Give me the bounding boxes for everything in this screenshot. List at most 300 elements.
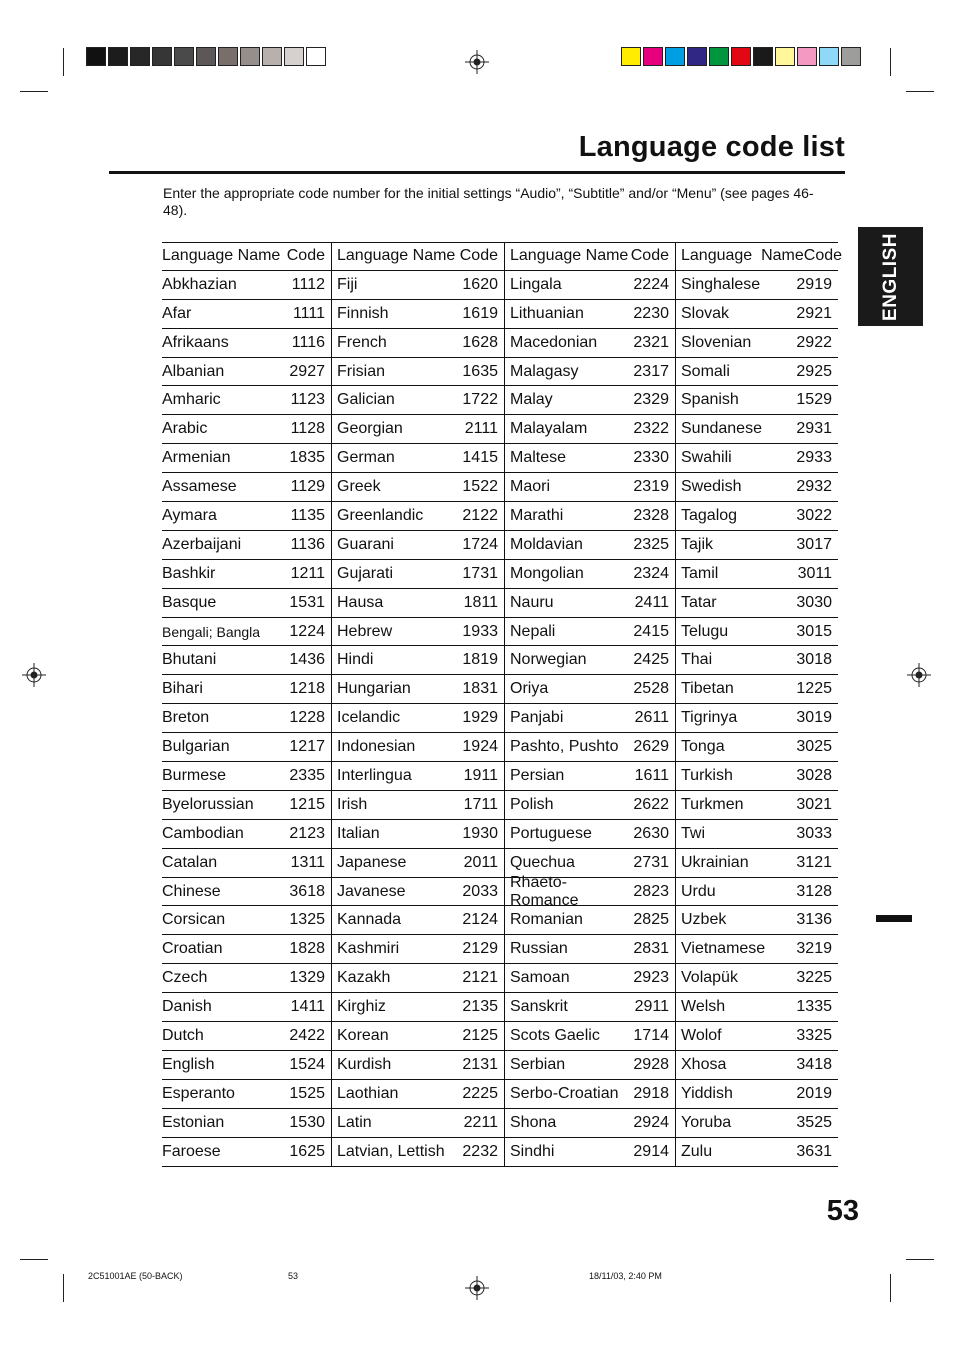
table-row — [162, 675, 331, 704]
table-row — [676, 878, 838, 907]
table-row — [162, 444, 331, 473]
color-swatch — [621, 47, 641, 66]
language-name: Wolof — [681, 1026, 722, 1044]
table-row — [505, 646, 675, 675]
language-code: 1835 — [289, 449, 325, 467]
gray-swatch — [174, 47, 194, 66]
registration-mark-icon — [907, 663, 931, 687]
language-code: 3033 — [796, 824, 832, 842]
language-code: 2328 — [633, 506, 669, 524]
table-row — [162, 473, 331, 502]
language-name: Kirghiz — [337, 998, 386, 1016]
table-row — [505, 444, 675, 473]
table-row — [505, 415, 675, 444]
language-code: 2317 — [633, 362, 669, 380]
color-swatch — [687, 47, 707, 66]
language-code: 2319 — [633, 478, 669, 496]
language-name: Swahili — [681, 449, 732, 467]
language-name: Estonian — [162, 1113, 225, 1131]
language-code: 2921 — [796, 304, 832, 322]
language-name: Romanian — [510, 911, 583, 929]
footer-job-id: 2C51001AE (50-BACK) — [88, 1271, 183, 1281]
language-name: Chinese — [162, 882, 221, 900]
footer-page: 53 — [288, 1271, 299, 1281]
language-code: 1225 — [796, 680, 832, 698]
language-name: Greek — [337, 478, 381, 496]
language-name: Kurdish — [337, 1055, 392, 1073]
table-row — [332, 329, 504, 358]
crop-mark — [890, 1274, 891, 1302]
language-name: Assamese — [162, 478, 237, 496]
language-code: 2415 — [633, 622, 669, 640]
language-code: 1415 — [462, 449, 498, 467]
language-name: Latvian, Lettish — [337, 1142, 445, 1160]
table-row — [332, 704, 504, 733]
language-name: Cambodian — [162, 824, 244, 842]
table-row — [505, 589, 675, 618]
language-name: Moldavian — [510, 535, 583, 553]
table-row — [162, 1109, 331, 1138]
table-row — [505, 791, 675, 820]
table-row — [676, 618, 838, 647]
table-row — [332, 1080, 504, 1109]
language-code: 2914 — [633, 1142, 669, 1160]
language-code: 2825 — [633, 911, 669, 929]
language-name: Lithuanian — [510, 304, 584, 322]
table-row — [676, 560, 838, 589]
language-name: Latin — [337, 1113, 372, 1131]
table-row — [162, 906, 331, 935]
language-code: 2330 — [633, 449, 669, 467]
language-code: 1819 — [462, 651, 498, 669]
language-name: Turkish — [681, 766, 733, 784]
language-name: Malagasy — [510, 362, 579, 380]
language-code: 2131 — [462, 1055, 498, 1073]
language-code: 3219 — [796, 940, 832, 958]
table-row — [332, 733, 504, 762]
gray-swatch — [262, 47, 282, 66]
language-code: 3128 — [796, 882, 832, 900]
table-row — [505, 704, 675, 733]
language-name: Bhutani — [162, 651, 217, 669]
table-column — [675, 242, 843, 1167]
language-code: 2630 — [633, 824, 669, 842]
language-code: 2918 — [633, 1084, 669, 1102]
language-name: Tamil — [681, 564, 719, 582]
language-code: 1112 — [291, 275, 325, 293]
table-row — [162, 1022, 331, 1051]
language-code: 3017 — [796, 535, 832, 553]
table-row — [505, 1080, 675, 1109]
language-name: Rhaeto-Romance — [510, 873, 579, 909]
language-code: 1217 — [289, 738, 325, 756]
language-code: 1218 — [289, 680, 325, 698]
language-code: 3018 — [796, 651, 832, 669]
language-code: 1529 — [796, 391, 832, 409]
language-code: 1525 — [289, 1084, 325, 1102]
language-name: Aymara — [162, 506, 217, 524]
language-name: Sindhi — [510, 1142, 555, 1160]
gray-swatch — [196, 47, 216, 66]
language-code: 2111 — [464, 420, 498, 438]
language-code: 1524 — [289, 1055, 325, 1073]
section-tab-label: ENGLISH — [879, 232, 901, 321]
table-row — [505, 964, 675, 993]
language-name: Welsh — [681, 998, 726, 1016]
language-code: 2731 — [633, 853, 669, 871]
language-name: Shona — [510, 1113, 557, 1131]
language-name: Croatian — [162, 940, 223, 958]
table-row — [676, 1022, 838, 1051]
language-name: Mongolian — [510, 564, 584, 582]
language-code: 1911 — [463, 766, 498, 784]
title-rule — [109, 171, 845, 174]
table-row — [162, 1080, 331, 1109]
language-name: Oriya — [510, 680, 549, 698]
table-row — [332, 762, 504, 791]
table-row — [332, 386, 504, 415]
gray-swatch — [306, 47, 326, 66]
language-code: 1211 — [290, 564, 325, 582]
header-language-name: Language Name — [337, 247, 456, 265]
table-row — [505, 873, 675, 909]
language-code: 3136 — [796, 911, 832, 929]
language-name: Somali — [681, 362, 730, 380]
language-code: 2121 — [462, 969, 498, 987]
language-name: Irish — [337, 795, 368, 813]
language-code: 2528 — [633, 680, 669, 698]
language-name: Japanese — [337, 853, 407, 871]
language-name: Greenlandic — [337, 506, 424, 524]
language-code: 1619 — [462, 304, 498, 322]
language-code: 2230 — [633, 304, 669, 322]
color-swatch — [841, 47, 861, 66]
language-name: Galician — [337, 391, 395, 409]
table-row — [332, 1022, 504, 1051]
language-name: Bengali; Bangla — [162, 623, 261, 640]
language-code: 2129 — [462, 940, 498, 958]
language-name: Hebrew — [337, 622, 393, 640]
language-name: Sanskrit — [510, 998, 568, 1016]
language-code: 1724 — [462, 535, 498, 553]
table-row — [162, 791, 331, 820]
language-code: 2923 — [633, 969, 669, 987]
registration-mark-icon — [465, 1276, 489, 1300]
header-language-name: Language Name — [510, 247, 629, 265]
table-row — [332, 878, 504, 907]
table-row — [162, 762, 331, 791]
language-name: Hungarian — [337, 680, 411, 698]
table-row — [676, 704, 838, 733]
language-name: Sundanese — [681, 420, 762, 438]
language-code: 1111 — [292, 304, 325, 322]
language-code: 2033 — [462, 882, 498, 900]
table-row — [505, 560, 675, 589]
language-name: Yiddish — [681, 1084, 733, 1102]
table-row — [162, 386, 331, 415]
table-row — [162, 964, 331, 993]
table-row — [162, 878, 331, 907]
language-name: Polish — [510, 795, 554, 813]
table-row — [162, 733, 331, 762]
language-name: Malayalam — [510, 420, 588, 438]
page-number: 53 — [826, 1195, 859, 1227]
header-language-name: Language Name — [162, 247, 281, 265]
language-code: 1224 — [289, 622, 325, 640]
language-name: Hindi — [337, 651, 374, 669]
table-row — [332, 358, 504, 387]
language-code: 1135 — [290, 506, 325, 524]
language-code: 1714 — [633, 1026, 669, 1044]
header-code: Code — [630, 247, 669, 265]
table-row — [505, 675, 675, 704]
language-code: 2924 — [633, 1113, 669, 1131]
footer-timestamp: 18/11/03, 2:40 PM — [589, 1271, 662, 1281]
table-row — [332, 271, 504, 300]
table-row — [332, 1138, 504, 1167]
language-name: Albanian — [162, 362, 225, 380]
language-name: Urdu — [681, 882, 716, 900]
table-row — [332, 906, 504, 935]
table-header-row — [332, 242, 504, 271]
language-code: 2823 — [633, 882, 669, 900]
language-name: Tigrinya — [681, 709, 738, 727]
table-row — [332, 935, 504, 964]
table-row — [332, 531, 504, 560]
section-tab — [858, 227, 923, 326]
table-row — [162, 820, 331, 849]
table-row — [505, 618, 675, 647]
table-row — [332, 849, 504, 878]
language-name: Vietnamese — [681, 940, 766, 958]
language-code: 1635 — [462, 362, 498, 380]
language-code: 2322 — [633, 420, 669, 438]
language-name: Interlingua — [337, 766, 412, 784]
language-code: 3011 — [797, 564, 832, 582]
language-code: 1311 — [290, 853, 325, 871]
language-code: 2928 — [633, 1055, 669, 1073]
language-name: Burmese — [162, 766, 227, 784]
table-row — [332, 646, 504, 675]
language-name: Persian — [510, 766, 565, 784]
language-name: Serbian — [510, 1055, 566, 1073]
table-column — [162, 242, 331, 1167]
language-name: Russian — [510, 940, 568, 958]
table-row — [676, 733, 838, 762]
registration-mark-icon — [465, 50, 489, 74]
table-row — [505, 993, 675, 1022]
language-name: Laothian — [337, 1084, 399, 1102]
language-name: Abkhazian — [162, 275, 237, 293]
table-row — [505, 906, 675, 935]
language-code: 2329 — [633, 391, 669, 409]
language-code: 2124 — [462, 911, 498, 929]
language-name: Georgian — [337, 420, 403, 438]
language-code: 1411 — [290, 998, 325, 1016]
color-swatch — [731, 47, 751, 66]
language-code: 3525 — [796, 1113, 832, 1131]
language-name: Basque — [162, 593, 217, 611]
language-name: Kazakh — [337, 969, 391, 987]
language-code: 1611 — [634, 766, 669, 784]
language-code: 1136 — [290, 535, 325, 553]
language-name: Thai — [681, 651, 713, 669]
language-code: 2232 — [462, 1142, 498, 1160]
table-row — [332, 300, 504, 329]
table-row — [676, 1138, 838, 1167]
color-swatch — [775, 47, 795, 66]
table-row — [676, 1080, 838, 1109]
language-code: 2931 — [796, 420, 832, 438]
language-name: Spanish — [681, 391, 739, 409]
language-code: 2425 — [633, 651, 669, 669]
table-row — [332, 964, 504, 993]
language-code-table — [162, 242, 845, 1167]
language-code: 2611 — [634, 709, 669, 727]
table-row — [505, 386, 675, 415]
crop-mark — [63, 1274, 64, 1302]
table-row — [332, 444, 504, 473]
table-row — [676, 646, 838, 675]
language-name: Panjabi — [510, 709, 564, 727]
table-row — [676, 531, 838, 560]
language-code: 1530 — [289, 1113, 325, 1131]
language-code: 3418 — [796, 1055, 832, 1073]
language-code: 1930 — [462, 824, 498, 842]
language-name: Bashkir — [162, 564, 216, 582]
table-row — [505, 473, 675, 502]
process-color-bar — [621, 47, 863, 68]
gray-swatch — [240, 47, 260, 66]
language-code: 1215 — [289, 795, 325, 813]
table-row — [505, 329, 675, 358]
table-header-row — [162, 242, 331, 271]
edge-marker — [876, 915, 912, 922]
page-title: Language code list — [578, 131, 845, 163]
table-row — [505, 300, 675, 329]
language-code: 1522 — [462, 478, 498, 496]
language-name: Twi — [681, 824, 705, 842]
registration-mark-icon — [22, 663, 46, 687]
language-code: 1620 — [462, 275, 498, 293]
language-code: 2831 — [633, 940, 669, 958]
table-row — [505, 820, 675, 849]
table-row — [676, 935, 838, 964]
language-code: 2211 — [463, 1113, 498, 1131]
language-name: Swedish — [681, 478, 742, 496]
language-code: 1722 — [462, 391, 498, 409]
table-row — [162, 531, 331, 560]
language-name: Macedonian — [510, 333, 598, 351]
language-name: Xhosa — [681, 1055, 727, 1073]
language-code: 1329 — [289, 969, 325, 987]
table-row — [332, 1109, 504, 1138]
crop-mark — [906, 1259, 934, 1260]
language-code: 2225 — [462, 1084, 498, 1102]
language-name: Maori — [510, 478, 551, 496]
color-swatch — [709, 47, 729, 66]
language-code: 1831 — [462, 680, 498, 698]
language-code: 2933 — [796, 449, 832, 467]
table-row — [505, 531, 675, 560]
language-name: Ukrainian — [681, 853, 749, 871]
language-code: 1325 — [289, 911, 325, 929]
table-row — [505, 502, 675, 531]
gray-swatch — [284, 47, 304, 66]
language-name: Czech — [162, 969, 208, 987]
language-code: 1335 — [796, 998, 832, 1016]
color-swatch — [643, 47, 663, 66]
language-code: 1625 — [289, 1142, 325, 1160]
language-name: Turkmen — [681, 795, 744, 813]
table-row — [332, 618, 504, 647]
grayscale-color-bar — [86, 47, 328, 68]
language-name: German — [337, 449, 395, 467]
table-row — [505, 1138, 675, 1167]
language-code: 3225 — [796, 969, 832, 987]
language-name: Quechua — [510, 853, 575, 871]
language-name: Bihari — [162, 680, 203, 698]
language-name: Kannada — [337, 911, 402, 929]
table-row — [162, 415, 331, 444]
table-row — [505, 1022, 675, 1051]
language-code: 1436 — [289, 651, 325, 669]
language-code: 2224 — [633, 275, 669, 293]
table-row — [676, 473, 838, 502]
language-name: Finnish — [337, 304, 389, 322]
table-column — [331, 242, 504, 1167]
gray-swatch — [218, 47, 238, 66]
table-row — [162, 271, 331, 300]
language-code: 3025 — [796, 738, 832, 756]
language-code: 1531 — [289, 593, 325, 611]
language-code: 1123 — [290, 391, 325, 409]
language-code: 1811 — [463, 593, 498, 611]
crop-mark — [20, 91, 48, 92]
language-code: 3015 — [796, 622, 832, 640]
language-name: Indonesian — [337, 738, 416, 756]
language-code: 2911 — [634, 998, 669, 1016]
language-code: 1228 — [289, 709, 325, 727]
language-name: Tajik — [681, 535, 714, 553]
table-header-row — [505, 242, 675, 271]
language-name: Scots Gaelic — [510, 1026, 600, 1044]
table-row — [162, 502, 331, 531]
language-name: Breton — [162, 709, 210, 727]
language-name: Singhalese — [681, 275, 761, 293]
color-swatch — [797, 47, 817, 66]
language-name: Danish — [162, 998, 212, 1016]
language-code: 1731 — [462, 564, 498, 582]
table-row — [162, 849, 331, 878]
table-row — [676, 415, 838, 444]
language-name: Tonga — [681, 738, 725, 756]
language-code: 1628 — [462, 333, 498, 351]
language-name: Frisian — [337, 362, 386, 380]
table-row — [676, 964, 838, 993]
language-code: 2922 — [796, 333, 832, 351]
color-swatch — [819, 47, 839, 66]
language-name: Nepali — [510, 622, 556, 640]
language-code: 2019 — [796, 1084, 832, 1102]
language-name: Portuguese — [510, 824, 592, 842]
table-row — [505, 271, 675, 300]
language-code: 2135 — [462, 998, 498, 1016]
language-code: 2335 — [289, 766, 325, 784]
table-row — [676, 1109, 838, 1138]
header-code: Code — [803, 247, 843, 265]
gray-swatch — [108, 47, 128, 66]
